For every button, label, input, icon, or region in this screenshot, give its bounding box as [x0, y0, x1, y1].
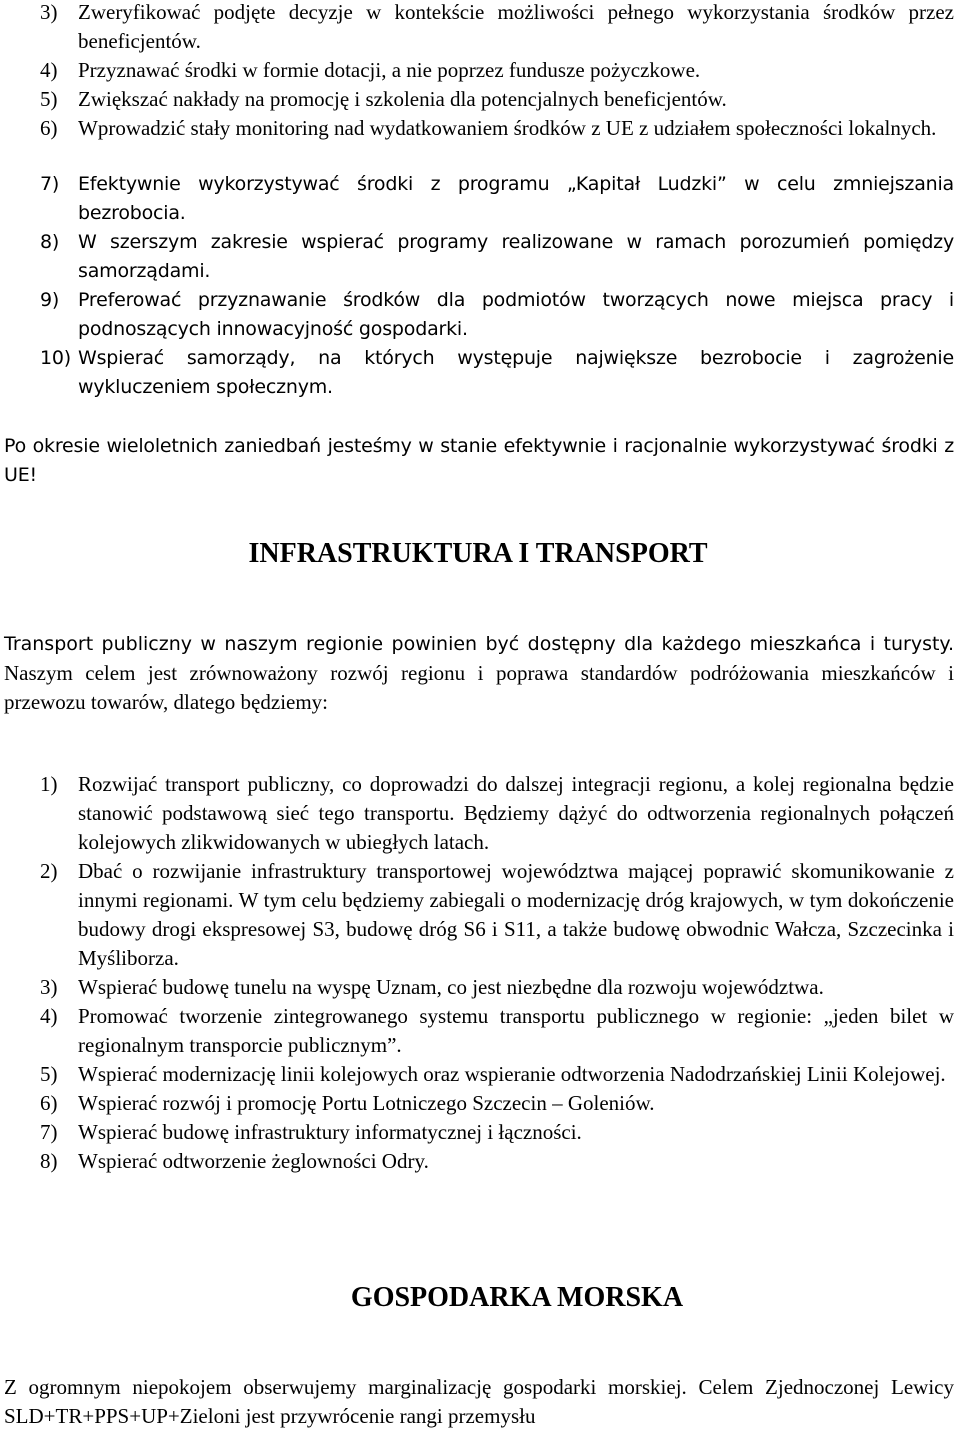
list-item-number: 8): [40, 231, 60, 253]
list-item: [0, 1089, 960, 1118]
list-item: [0, 170, 960, 228]
list-item-text: Wspierać modernizację linii kolejowych oraz wspieranie odtworzenia Nadodrzańskiej Linii Kolejowej.: [78, 1062, 946, 1086]
list-item: [0, 1147, 960, 1176]
list-item: [0, 56, 960, 85]
list-item: [0, 770, 960, 857]
list-item-text: Zweryfikować podjęte decyzje w kontekście możliwości pełnego wykorzystania środków przez beneficjentów.: [78, 0, 954, 53]
list-item-text: Rozwijać transport publiczny, co doprowadzi do dalszej integracji regionu, a kolej regionalna będzie stanowić podstawową sieć tego transportu. Będziemy dążyć do odtworzenia regionalnych połączeń kolejowych zlikwidowanych w ubiegłych latach.: [78, 772, 954, 854]
section-heading-maritime: GOSPODARKA MORSKA: [350, 1282, 684, 1313]
list-item-number: 2): [40, 859, 58, 883]
transport-intro-sentence-2: Naszym celem jest zrównoważony rozwój regionu i poprawa standardów podróżowania mieszkańców i przewozu towarów, dlatego będziemy:: [4, 661, 954, 714]
list-item: [0, 0, 960, 56]
list-item-number: 10): [40, 347, 71, 369]
list-item-number: 3): [40, 975, 58, 999]
list-item-number: 4): [40, 1004, 58, 1028]
list-item: [0, 1002, 960, 1060]
transport-goals-list: [0, 770, 960, 1176]
list-item-number: 5): [40, 1062, 58, 1086]
list-item-text: Preferować przyznawanie środków dla podmiotów tworzących nowe miejsca pracy i podnoszących innowacyjność gospodarki.: [78, 289, 954, 340]
list-item-number: 8): [40, 1149, 58, 1173]
list-item-number: 5): [40, 87, 58, 111]
list-item-text: Wspierać samorządy, na których występuje największe bezrobocie i zagrożenie wykluczeniem społecznym.: [78, 347, 954, 398]
list-item-number: 3): [40, 0, 58, 24]
list-item: [0, 1060, 960, 1089]
list-item-text: W szerszym zakresie wspierać programy realizowane w ramach porozumień pomiędzy samorządami.: [78, 231, 954, 282]
list-item: [0, 857, 960, 973]
list-item: [0, 85, 960, 114]
list-item-number: 4): [40, 58, 58, 82]
list-item: [0, 286, 960, 344]
list-item-text: Promować tworzenie zintegrowanego systemu transportu publicznego w regionie: „jeden bilet w regionalnym transporcie publicznym”.: [78, 1004, 954, 1057]
list-item-text: Wprowadzić stały monitoring nad wydatkowaniem środków z UE z udziałem społeczności lokalnych.: [78, 116, 937, 140]
list-item-text: Wspierać budowę infrastruktury informatycznej i łączności.: [78, 1120, 582, 1144]
list-item: [0, 114, 960, 143]
list-item-number: 1): [40, 772, 58, 796]
funding-recommendations-list: [0, 0, 960, 143]
list-item-number: 6): [40, 1091, 58, 1115]
maritime-paragraph: Z ogromnym niepokojem obserwujemy marginalizację gospodarki morskiej. Celem Zjednoczonej Lewicy SLD+TR+PPS+UP+Zieloni jest przywrócenie rangi przemysłu: [4, 1375, 954, 1428]
list-item-text: Efektywnie wykorzystywać środki z programu „Kapitał Ludzki” w celu zmniejszania bezrobocia.: [78, 173, 954, 224]
list-item: [0, 973, 960, 1002]
list-item: [0, 344, 960, 402]
transport-intro-sentence-1: Transport publiczny w naszym regionie powinien być dostępny dla każdego mieszkańca i turysty.: [4, 633, 954, 655]
list-item-text: Zwiększać nakłady na promocję i szkolenia dla potencjalnych beneficjentów.: [78, 87, 727, 111]
list-item-text: Wspierać rozwój i promocję Portu Lotniczego Szczecin – Goleniów.: [78, 1091, 655, 1115]
list-item-text: Dbać o rozwijanie infrastruktury transportowej województwa mającej poprawić skomunikowanie z innymi regionami. W tym celu będziemy zabiegali o modernizację dróg krajowych, w tym dokończenie budowy drogi ekspresowej S3, budowę dróg S6 i S11, a także budowę obwodnic Wałcza, Szczecinka i Myśliborza.: [78, 859, 954, 970]
list-item-number: 7): [40, 173, 60, 195]
funds-summary-paragraph: Po okresie wieloletnich zaniedbań jesteśmy w stanie efektywnie i racjonalnie wykorzystywać środki z UE!: [4, 435, 954, 486]
transport-intro-paragraph: [0, 629, 960, 717]
list-item: [0, 1118, 960, 1147]
list-item-text: Wspierać budowę tunelu na wyspę Uznam, co jest niezbędne dla rozwoju województwa.: [78, 975, 824, 999]
list-item-text: Przyznawać środki w formie dotacji, a nie poprzez fundusze pożyczkowe.: [78, 58, 701, 82]
section-heading-infrastructure: INFRASTRUKTURA I TRANSPORT: [248, 538, 708, 569]
list-item-text: Wspierać odtworzenie żeglowności Odry.: [78, 1149, 429, 1173]
list-item: [0, 228, 960, 286]
list-item-number: 6): [40, 116, 58, 140]
list-item-number: 7): [40, 1120, 58, 1144]
list-item-number: 9): [40, 289, 60, 311]
funding-recommendations-list-continued: [0, 170, 960, 402]
